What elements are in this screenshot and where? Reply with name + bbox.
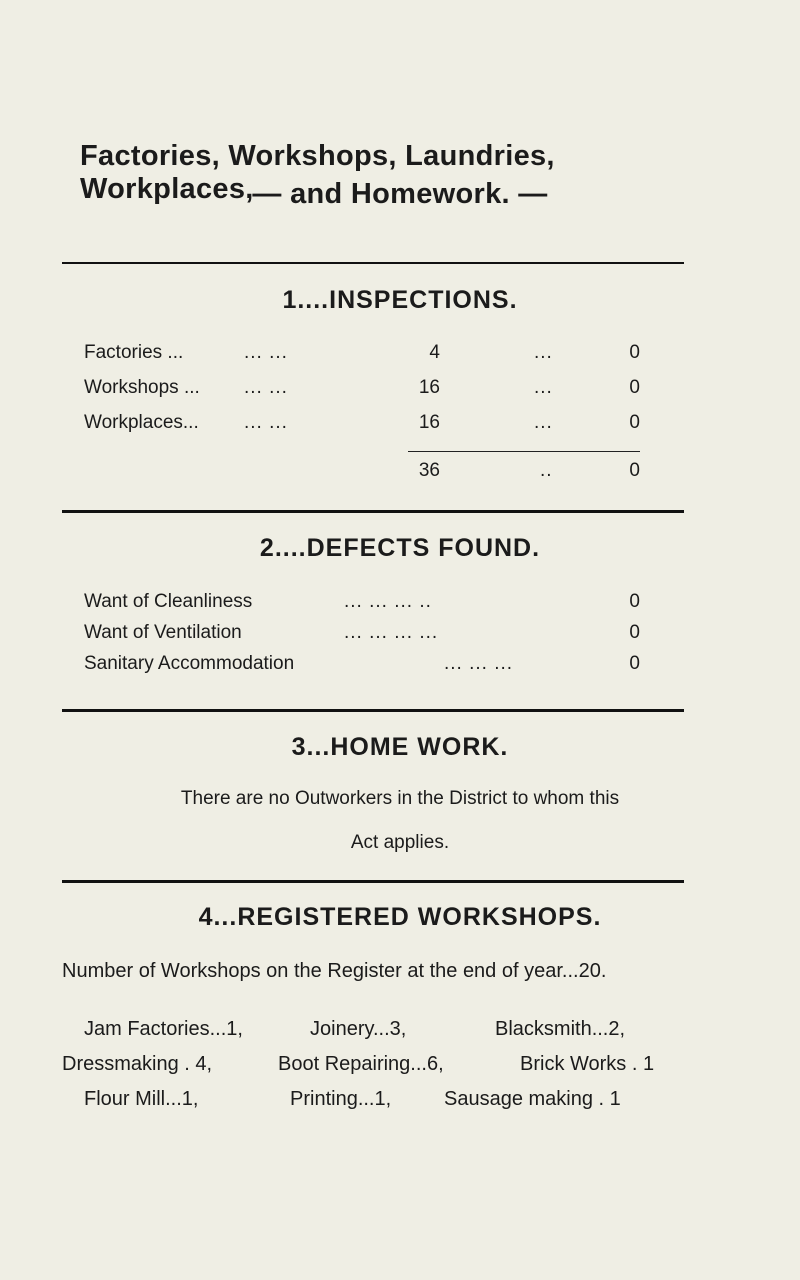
defect-value: 0 [629, 622, 640, 643]
leader-dots: ... ... [244, 342, 288, 363]
defect-value: 0 [629, 591, 640, 612]
row-label: Workshops ... [84, 377, 200, 398]
defects-heading: 2....DEFECTS FOUND. [259, 534, 541, 562]
leader-dots: ... ... [244, 377, 288, 398]
leader-dots: .. [540, 460, 553, 481]
leader-dots: ... ... ... [444, 653, 514, 674]
trade-entry: Brick Works . 1 [520, 1053, 655, 1075]
leader-dots: ... ... ... .. [344, 591, 432, 612]
row-label: Want of Cleanliness [84, 591, 253, 612]
section-divider [62, 510, 684, 513]
inspection-count: 16 [418, 412, 440, 433]
registered-heading: 4...REGISTERED WORKSHOPS. [198, 903, 602, 931]
row-label: Workplaces... [84, 412, 199, 433]
total-count: 36 [418, 460, 440, 481]
leader-dots: ... ... [244, 412, 288, 433]
home-work-text-line1: There are no Outworkers in the District to whom this [180, 788, 620, 809]
section-divider [62, 880, 684, 883]
trade-entry: Blacksmith...2, [495, 1018, 626, 1040]
trade-entry: Dressmaking . 4, [62, 1053, 213, 1075]
defect-value: 0 [629, 653, 640, 674]
section-divider [62, 262, 684, 264]
trade-entry: Boot Repairing...6, [278, 1053, 444, 1075]
trade-entry: Jam Factories...1, [84, 1018, 243, 1040]
defects-count: 0 [629, 342, 640, 363]
home-work-text-line2: Act applies. [350, 832, 450, 853]
trade-entry: Joinery...3, [310, 1018, 407, 1040]
total-rule [408, 451, 640, 452]
row-label: Want of Ventilation [84, 622, 242, 643]
inspection-count: 4 [429, 342, 440, 363]
inspection-count: 16 [418, 377, 440, 398]
row-label: Sanitary Accommodation [84, 653, 295, 674]
page-title-line2: — and Homework. — [252, 178, 548, 210]
page-title-line1: Factories, Workshops, Laundries, Workplaces, [80, 140, 555, 205]
inspections-heading: 1....INSPECTIONS. [282, 286, 518, 314]
row-label: Factories ... [84, 342, 184, 363]
registered-summary: Number of Workshops on the Register at the end of year...20. [62, 960, 607, 982]
leader-dots: ... [534, 377, 553, 398]
leader-dots: ... ... ... ... [344, 622, 439, 643]
section-divider [62, 709, 684, 712]
home-work-heading: 3...HOME WORK. [291, 733, 509, 761]
trade-entry: Flour Mill...1, [84, 1088, 199, 1110]
trade-entry: Sausage making . 1 [444, 1088, 621, 1110]
trade-entry: Printing...1, [290, 1088, 392, 1110]
defects-count: 0 [629, 412, 640, 433]
leader-dots: ... [534, 342, 553, 363]
total-defects: 0 [629, 460, 640, 481]
defects-count: 0 [629, 377, 640, 398]
leader-dots: ... [534, 412, 553, 433]
